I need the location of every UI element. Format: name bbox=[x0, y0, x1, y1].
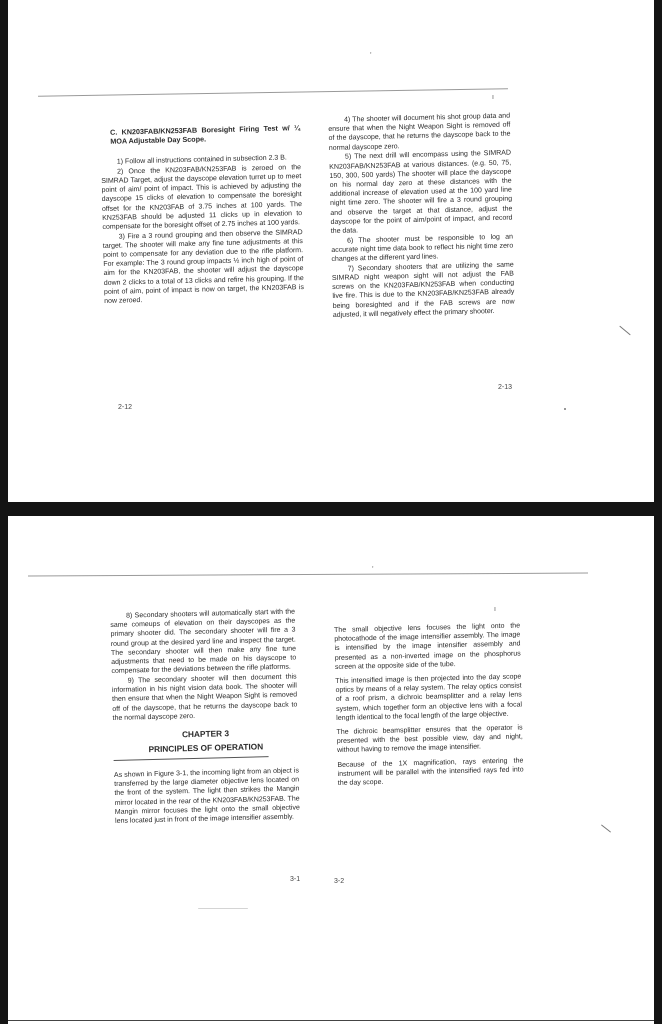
paragraph: 3) Fire a 3 round grouping and then observe the SIMRAD target. The shooter will make any fine tune adjustments at this point to compensate for any deviation due to the rifle platform. For example: The 3 round group impacts ½ inch high of point of aim for the KN203FAB, the shooter will adjust the dayscope down 2 clicks to a total of 13 clicks and refire his grouping. If the point of aim, point of impact is now on target, the KN203FAB is now zeroed. bbox=[102, 228, 305, 305]
text-column-page-2-12 bbox=[100, 123, 304, 307]
paragraph: The small objective lens focuses the light onto the photocathode of the image intensifier assembly. The image is intensified by the image intensifier assembly and presented as a non-inverted image on the phosphorus screen at the opposite side of the tube. bbox=[334, 622, 521, 671]
text-column-page-3-2 bbox=[334, 621, 524, 788]
page-number: 2-13 bbox=[498, 384, 513, 391]
text-column-page-3-1 bbox=[110, 607, 300, 826]
paragraph: 5) The next drill will encompass using the SIMRAD KN203FAB/KN253FAB at various distances. (e.g. 50, 75, 150, 300, 500 yards) The shooter will place the dayscope on his normal day zero at these distances with the additional increase of elevation used at the 100 yard line night time zero. The shooter will fire a 3 round grouping and observe the target at that distance, adjust the dayscope for the point of aim/point of impact, and record the data. bbox=[329, 149, 513, 235]
paragraph: 9) The secondary shooter will then document this information in his night vision data book. The shooter will then ensure that when the Night Weapon Sight is removed off of the dayscope, that he returns the dayscope back to the normal dayscope zero. bbox=[111, 673, 298, 722]
scan-line bbox=[38, 88, 508, 96]
scan-mark: ‚ bbox=[372, 562, 374, 569]
scan-speck bbox=[619, 326, 630, 336]
paragraph: 6) The shooter must be responsible to log an accurate night time data book to reflect his night time zero changes at the different yard lines. bbox=[331, 233, 514, 264]
page-number: 3-1 bbox=[290, 876, 301, 883]
scan-mark: ‚ bbox=[370, 48, 372, 55]
paragraph: 4) The shooter will document his shot group data and ensure that when the Night Weapon Sight is removed off of the dayscope, that he returns the dayscope back to the normal dayscope zero. bbox=[328, 112, 511, 152]
document-sheet-bottom bbox=[8, 516, 654, 1024]
scan-mark: ı bbox=[494, 606, 496, 613]
paragraph: 1) Follow all instructions contained in subsection 2.3 B. bbox=[116, 154, 287, 166]
text-column-page-2-13 bbox=[328, 112, 515, 321]
scan-speck bbox=[601, 824, 611, 832]
paragraph: 2) Once the KN203FAB/KN253FAB is zeroed on the SIMRAD Target, adjust the dayscope elevation turret up to meet point of aim/ point of impact. This is achieved by adjusting the dayscope 15 clicks of elevation to compensate the boresight offset for the KN203FAB of 3.75 inches at 100 yards. The KN253FAB should be adjusted 11 clicks up in elevation to compensate for the boresight offset of 2.75 inches at 100 yards. bbox=[101, 163, 303, 231]
scan-mark: ı bbox=[492, 94, 494, 101]
paragraph: 8) Secondary shooters will automatically start with the same comeups of elevation on their dayscopes as the primary shooter did. The secondary shooter will fire a 3 round group at the desired yard line and inspect the target. The secondary shooter will then make any fine tune adjustments that need to be made on his dayscope to compensate for the deviations between the rifle platforms. bbox=[110, 608, 297, 676]
scan-speck bbox=[198, 908, 248, 909]
scan-line bbox=[8, 1020, 654, 1021]
paragraph: 7) Secondary shooters that are utilizing the same SIMRAD night weapon sight will not adjust the FAB screws on the KN203FAB/KN253FAB when conducting live fire. This is due to the KN203FAB/KN253FAB already being boresighted and if the FAB screws are now adjusted, it will negatively effect the primary shooter. bbox=[331, 261, 515, 319]
chapter-title: PRINCIPLES OF OPERATION bbox=[148, 741, 264, 755]
scan-line bbox=[28, 573, 588, 577]
document-sheet-top bbox=[8, 0, 654, 502]
paragraph: Because of the 1X magnification, rays entering the instrument will be parallel with the intensified rays fed into the day scope. bbox=[337, 757, 524, 787]
paragraph: As shown in Figure 3-1, the incoming light from an object is transferred by the large diameter objective lens located on the front of the system. The light then strikes the Mangin mirror located in the rear of the KN203FAB/KN253FAB. The Mangin mirror focuses the light onto the small objective lens located just in front of the image intensifier assembly. bbox=[113, 767, 300, 825]
paragraph: The dichroic beamsplitter ensures that the operator is presented with the best possible view, day and night, without having to remove the image intensifier. bbox=[336, 724, 523, 755]
page-number: 3-2 bbox=[334, 878, 345, 885]
page-number: 2-12 bbox=[118, 404, 133, 411]
paragraph: This intensified image is then projected into the day scope optics by means of a relay system. The relay optics consist of a roof prism, a dichroic beamsplitter and a relay lens system, which together form an objective lens with a focal length identical to the focal length of the large objective. bbox=[335, 673, 523, 722]
scan-speck bbox=[564, 408, 566, 410]
section-heading: C. KN203FAB/KN253FAB Boresight Firing Test w/ ¼ MOA Adjustable Day Scope. bbox=[109, 123, 301, 146]
chapter-rule bbox=[114, 756, 269, 761]
chapter-label: CHAPTER 3 bbox=[181, 728, 230, 740]
